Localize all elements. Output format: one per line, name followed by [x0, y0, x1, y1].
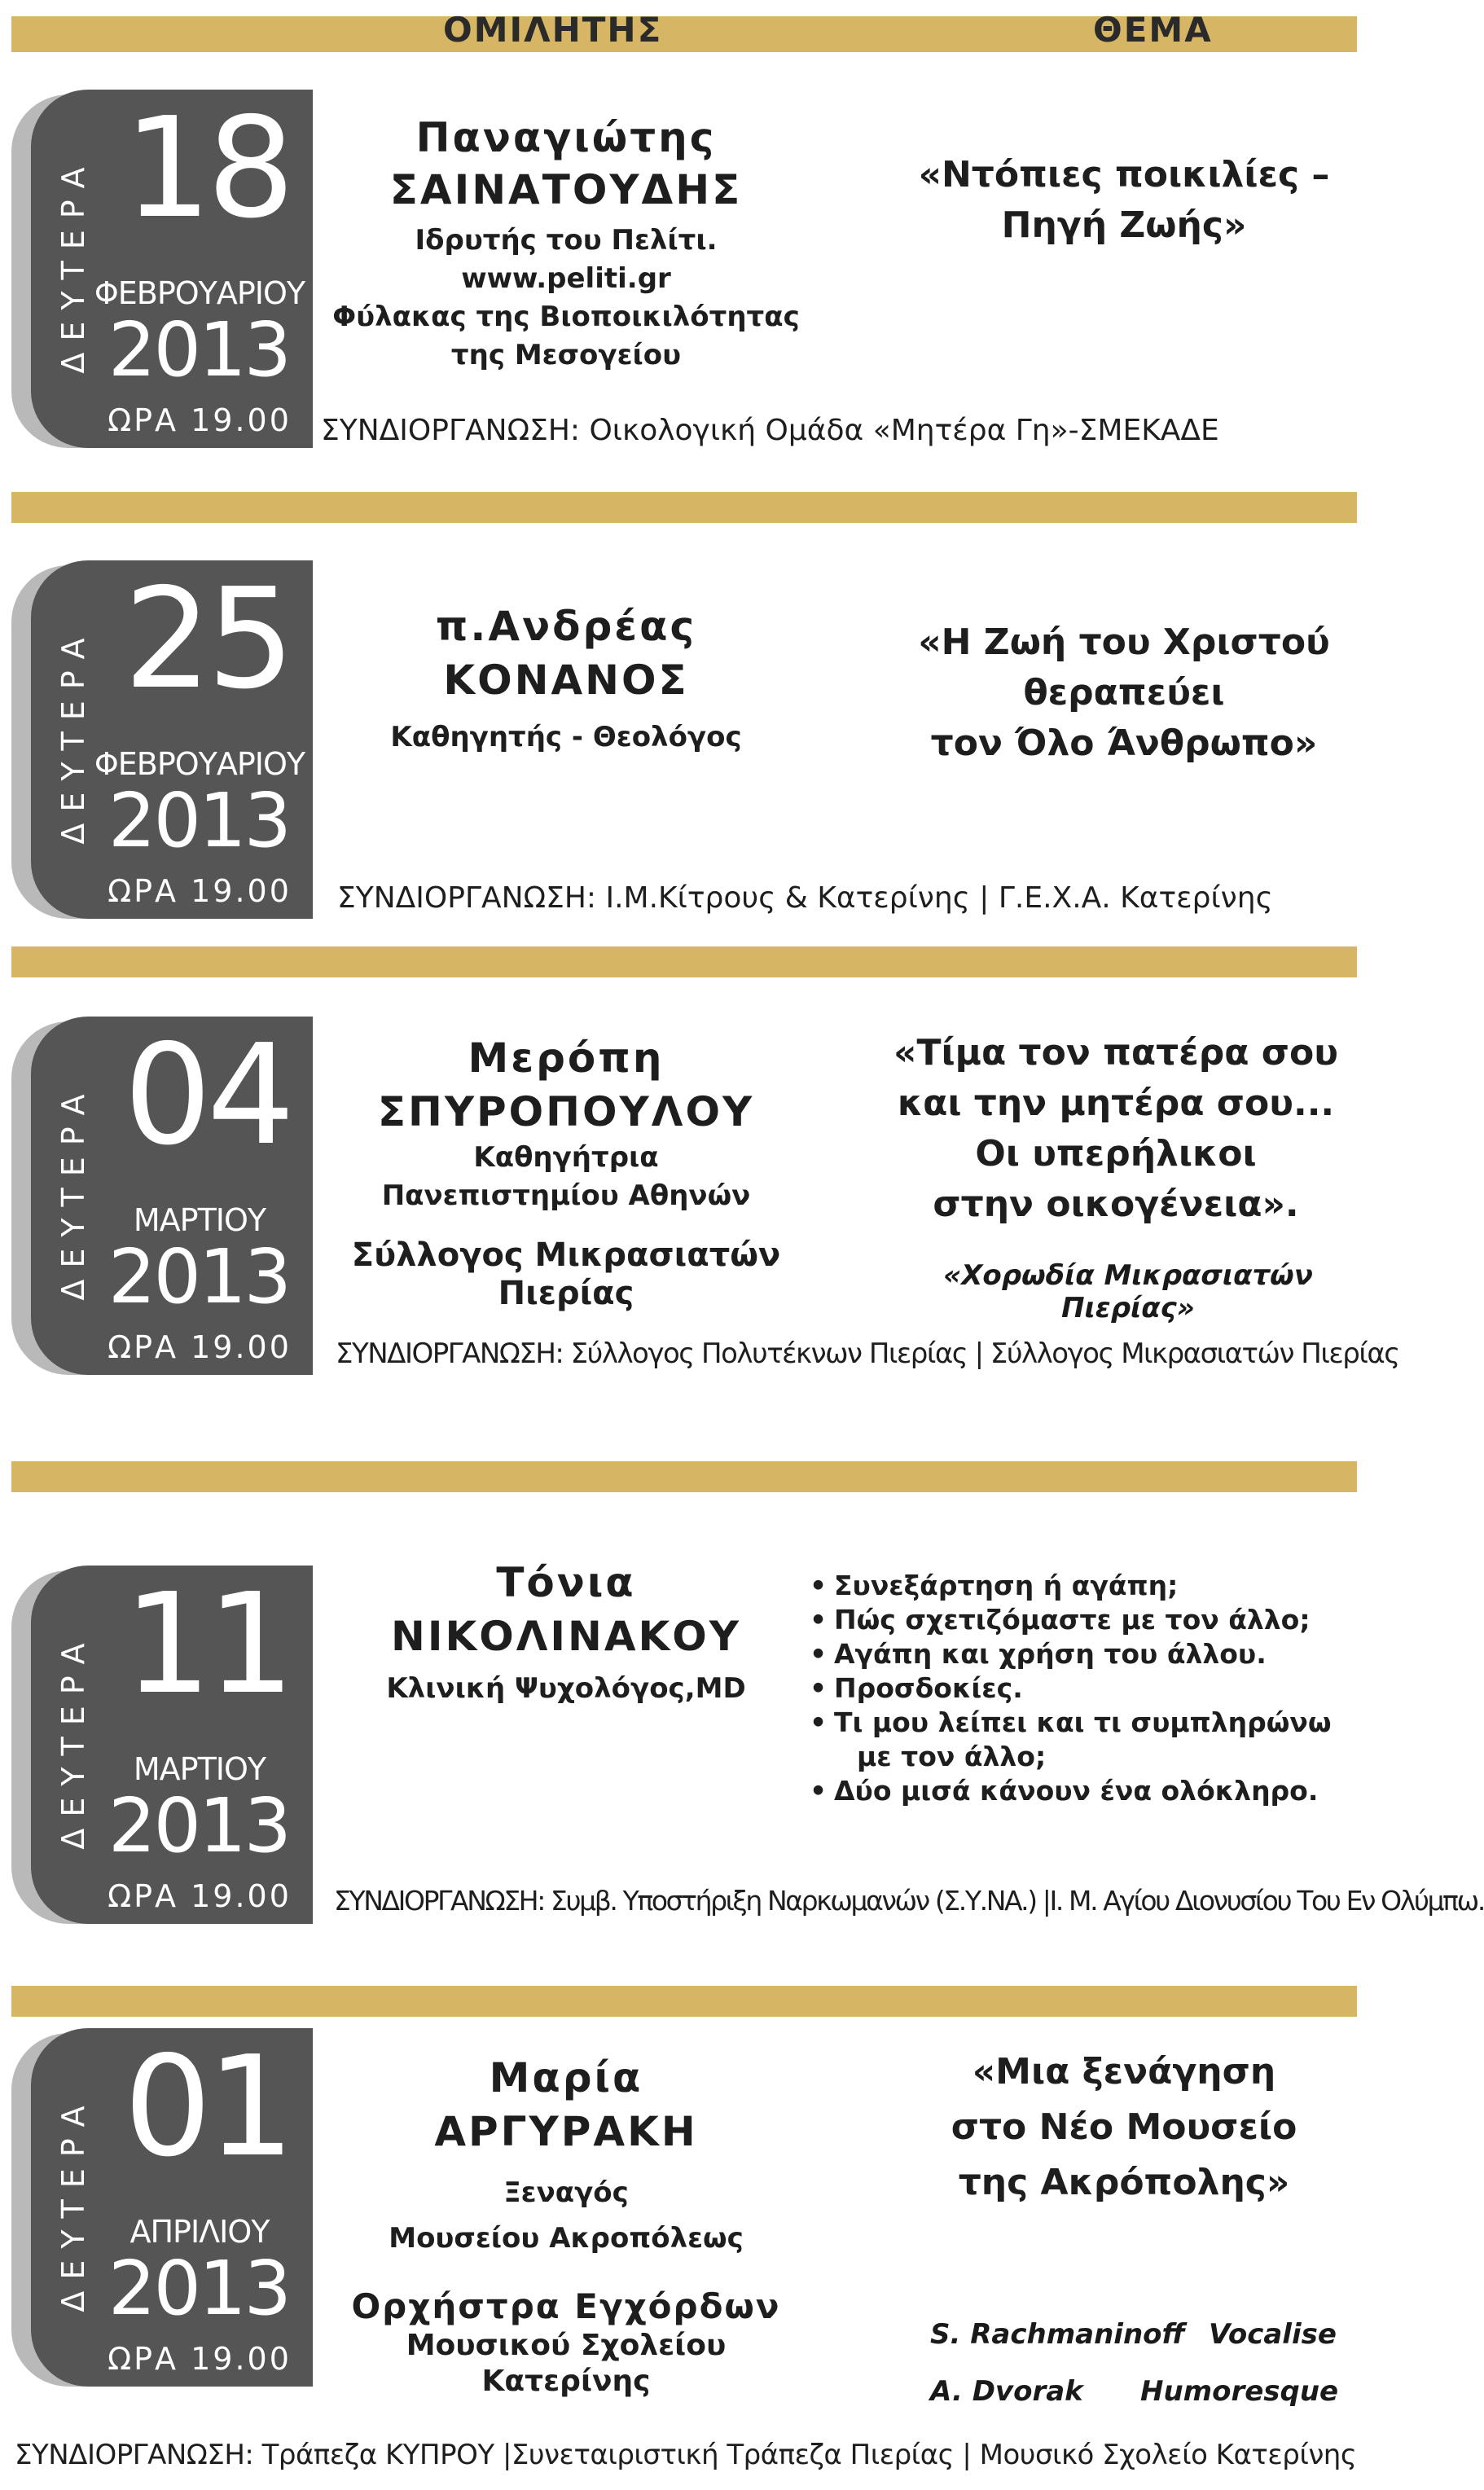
- event-5-piece-1: Vocalise: [1209, 2318, 1337, 2351]
- event-5-date-card: [11, 2028, 313, 2387]
- event-3-weekday: ΔΕΥΤΕΡΑ: [55, 1083, 91, 1301]
- event-5-speaker-first: Μαρία: [489, 2054, 643, 2101]
- event-1-topic-line-1: «Ντόπιες ποικιλίες –: [918, 154, 1330, 195]
- event-5-topic: [896, 2044, 1352, 2211]
- event-4-speaker-first: Τόνια: [496, 1559, 636, 1606]
- event-2-speaker-last: ΚΟΝΑΝΟΣ: [443, 657, 689, 704]
- event-1-year: 2013: [108, 306, 290, 393]
- event-3-year: 2013: [108, 1233, 290, 1320]
- event-3-speaker: [326, 1034, 806, 1313]
- event-1-time: ΩΡΑ 19.00: [108, 402, 292, 438]
- event-5-speaker: [326, 2054, 806, 2400]
- event-3-time: ΩΡΑ 19.00: [108, 1329, 292, 1365]
- event-3-role-1: Καθηγήτρια: [473, 1141, 659, 1174]
- event-2-time: ΩΡΑ 19.00: [108, 873, 292, 909]
- event-3-month: ΜΑΡΤΙΟΥ: [133, 1202, 266, 1238]
- event-2-speaker-first: π.Ανδρέας: [435, 603, 697, 650]
- event-2-role-1: Καθηγητής - Θεολόγος: [390, 721, 742, 753]
- event-3-role-2: Πανεπιστημίου Αθηνών: [381, 1179, 751, 1212]
- event-2-day: 25: [123, 559, 291, 720]
- event-4-bullet-3: • Αγάπη και χρήση του άλλου.: [810, 1637, 1347, 1671]
- event-3-topic: [880, 1028, 1352, 1230]
- event-3-speaker-first: Μερόπη: [468, 1034, 665, 1082]
- event-5-weekday: ΔΕΥΤΕΡΑ: [55, 2094, 91, 2312]
- event-5-topic-line-1: «Μια ξενάγηση: [972, 2051, 1276, 2093]
- event-4-speaker: [326, 1559, 806, 1708]
- event-4-role-1: Κλινική Ψυχολόγος,MD: [386, 1672, 746, 1705]
- event-2-speaker: [326, 603, 806, 757]
- event-2-year: 2013: [108, 777, 290, 864]
- event-1-weekday: ΔΕΥΤΕΡΑ: [55, 156, 91, 374]
- event-1-role-4: της Μεσογείου: [450, 339, 682, 371]
- event-1-speaker-last: ΣΑΙΝΑΤΟΥΔΗΣ: [389, 166, 743, 213]
- event-1-month: ΦΕΒΡΟΥΑΡΙΟΥ: [94, 275, 305, 311]
- speaker-column-header: ΟΜΙΛΗΤΗΣ: [443, 10, 663, 50]
- event-3-topic-line-2: και την μητέρα σου...: [897, 1083, 1335, 1124]
- event-1-role-3: Φύλακας της Βιοποικιλότητας: [332, 301, 800, 333]
- event-3-coorganizers: ΣΥΝΔΙΟΡΓΑΝΩΣΗ: Σύλλογος Πολυτέκνων Πιερίας | Σύλλογος Μικρασιατών Πιερίας: [336, 1337, 1399, 1370]
- event-1-topic-line-2: Πηγή Ζωής»: [1001, 204, 1247, 246]
- event-3-topic-extra: «Χορωδία Μικρασιατών Πιερίας»: [943, 1259, 1313, 1324]
- event-5-time: ΩΡΑ 19.00: [108, 2341, 292, 2377]
- event-5-composer-1: S. Rachmaninoff: [930, 2318, 1185, 2351]
- event-3-topic-line-3: Οι υπερήλικοι: [975, 1133, 1257, 1175]
- event-3-day: 04: [123, 1015, 291, 1176]
- event-5-role-2: Μουσείου Ακροπόλεως: [389, 2222, 744, 2255]
- event-1-speaker-first: Παναγιώτης: [415, 114, 717, 161]
- event-3-topic-line-4: στην οικογένεια».: [933, 1184, 1299, 1225]
- event-4-day: 11: [123, 1564, 291, 1725]
- event-5-orchestra-2: Μουσικού Σχολείου Κατερίνης: [406, 2329, 727, 2398]
- event-2-weekday: ΔΕΥΤΕΡΑ: [55, 626, 91, 845]
- event-4-weekday: ΔΕΥΤΕΡΑ: [55, 1631, 91, 1850]
- event-1-role-1: Ιδρυτής του Πελίτι.: [415, 224, 718, 257]
- event-4-month: ΜΑΡΤΙΟΥ: [133, 1751, 266, 1787]
- event-5-orchestra-1: Ορχήστρα Εγχόρδων: [351, 2286, 781, 2326]
- event-4-bullet-1: • Συνεξάρτηση ή αγάπη;: [810, 1569, 1347, 1603]
- event-5-day: 01: [123, 2027, 291, 2188]
- divider-bar-2: [11, 946, 1357, 977]
- event-2-topic: [896, 617, 1352, 769]
- event-4-bullet-2: • Πώς σχετιζόμαστε με τον άλλο;: [810, 1603, 1347, 1637]
- event-1-day: 18: [123, 88, 291, 249]
- divider-bar-3: [11, 1461, 1357, 1492]
- event-4-date-card: [11, 1566, 313, 1924]
- event-3-speaker-last: ΣΠΥΡΟΠΟΥΛΟΥ: [377, 1088, 755, 1135]
- event-3-date-card: [11, 1017, 313, 1375]
- event-4-year: 2013: [108, 1782, 290, 1869]
- divider-bar-1: [11, 492, 1357, 523]
- event-4-bullet-5-cont: με τον άλλο;: [857, 1741, 1047, 1772]
- event-1-topic: [896, 150, 1352, 251]
- event-5-coorganizers: ΣΥΝΔΙΟΡΓΑΝΩΣΗ: Τράπεζα ΚΥΠΡΟΥ |Συνεταιριστική Τράπεζα Πιερίας | Μουσικό Σχολείο Κατερίνης: [15, 2439, 1357, 2471]
- event-3-extra: Σύλλογος Μικρασιατών Πιερίας: [351, 1236, 781, 1312]
- topic-column-header: ΘΕΜΑ: [1093, 10, 1213, 50]
- event-1-coorganizers: ΣΥΝΔΙΟΡΓΑΝΩΣΗ: Οικολογική Ομάδα «Μητέρα Γη»-ΣΜΕΚΑΔΕ: [321, 414, 1219, 447]
- event-5-topic-line-2: στο Νέο Μουσείο: [951, 2106, 1297, 2148]
- event-2-topic-line-2: θεραπεύει: [1023, 672, 1225, 714]
- event-5-role-1: Ξεναγός: [503, 2176, 629, 2209]
- event-1-date-card: [11, 90, 313, 448]
- event-4-bullet-4: • Προσδοκίες.: [810, 1671, 1347, 1706]
- event-4-topic-bullets: [810, 1569, 1347, 1808]
- event-1-role-2: www.peliti.gr: [461, 262, 671, 295]
- event-4-bullet-5: • Τι μου λείπει και τι συμπληρώνω: [810, 1706, 1347, 1740]
- event-5-topic-line-3: της Ακρόπολης»: [958, 2162, 1290, 2203]
- event-4-time: ΩΡΑ 19.00: [108, 1878, 292, 1914]
- event-5-year: 2013: [108, 2245, 290, 2332]
- event-2-coorganizers: ΣΥΝΔΙΟΡΓΑΝΩΣΗ: Ι.Μ.Κίτρους & Κατερίνης | Γ.Ε.Χ.Α. Κατερίνης: [337, 881, 1273, 915]
- event-4-coorganizers: ΣΥΝΔΙΟΡΓΑΝΩΣΗ: Συμβ. Υποστήριξη Ναρκωμανών (Σ.Υ.ΝΑ.) |Ι. Μ. Αγίου Διονυσίου Του Εν Ολύμπω.: [334, 1885, 1484, 1917]
- event-4-bullet-6: • Δύο μισά κάνουν ένα ολόκληρο.: [810, 1774, 1347, 1808]
- event-2-date-card: [11, 560, 313, 919]
- event-5-composer-2: A. Dvorak: [930, 2375, 1083, 2408]
- event-2-topic-line-1: «Η Ζωή του Χριστού: [918, 621, 1330, 663]
- event-2-topic-line-3: τον Όλο Άνθρωπο»: [930, 722, 1318, 764]
- divider-bar-4: [11, 1986, 1357, 2017]
- event-2-month: ΦΕΒΡΟΥΑΡΙΟΥ: [94, 746, 305, 782]
- event-1-speaker: [326, 114, 806, 375]
- event-5-month: ΑΠΡΙΛΙΟΥ: [130, 2214, 270, 2250]
- event-5-piece-2: Humoresque: [1140, 2375, 1339, 2408]
- event-4-speaker-last: ΝΙΚΟΛΙΝΑΚΟΥ: [391, 1613, 741, 1660]
- event-3-topic-line-1: «Τίμα τον πατέρα σου: [893, 1032, 1338, 1074]
- event-5-speaker-last: ΑΡΓΥΡΑΚΗ: [434, 2108, 698, 2155]
